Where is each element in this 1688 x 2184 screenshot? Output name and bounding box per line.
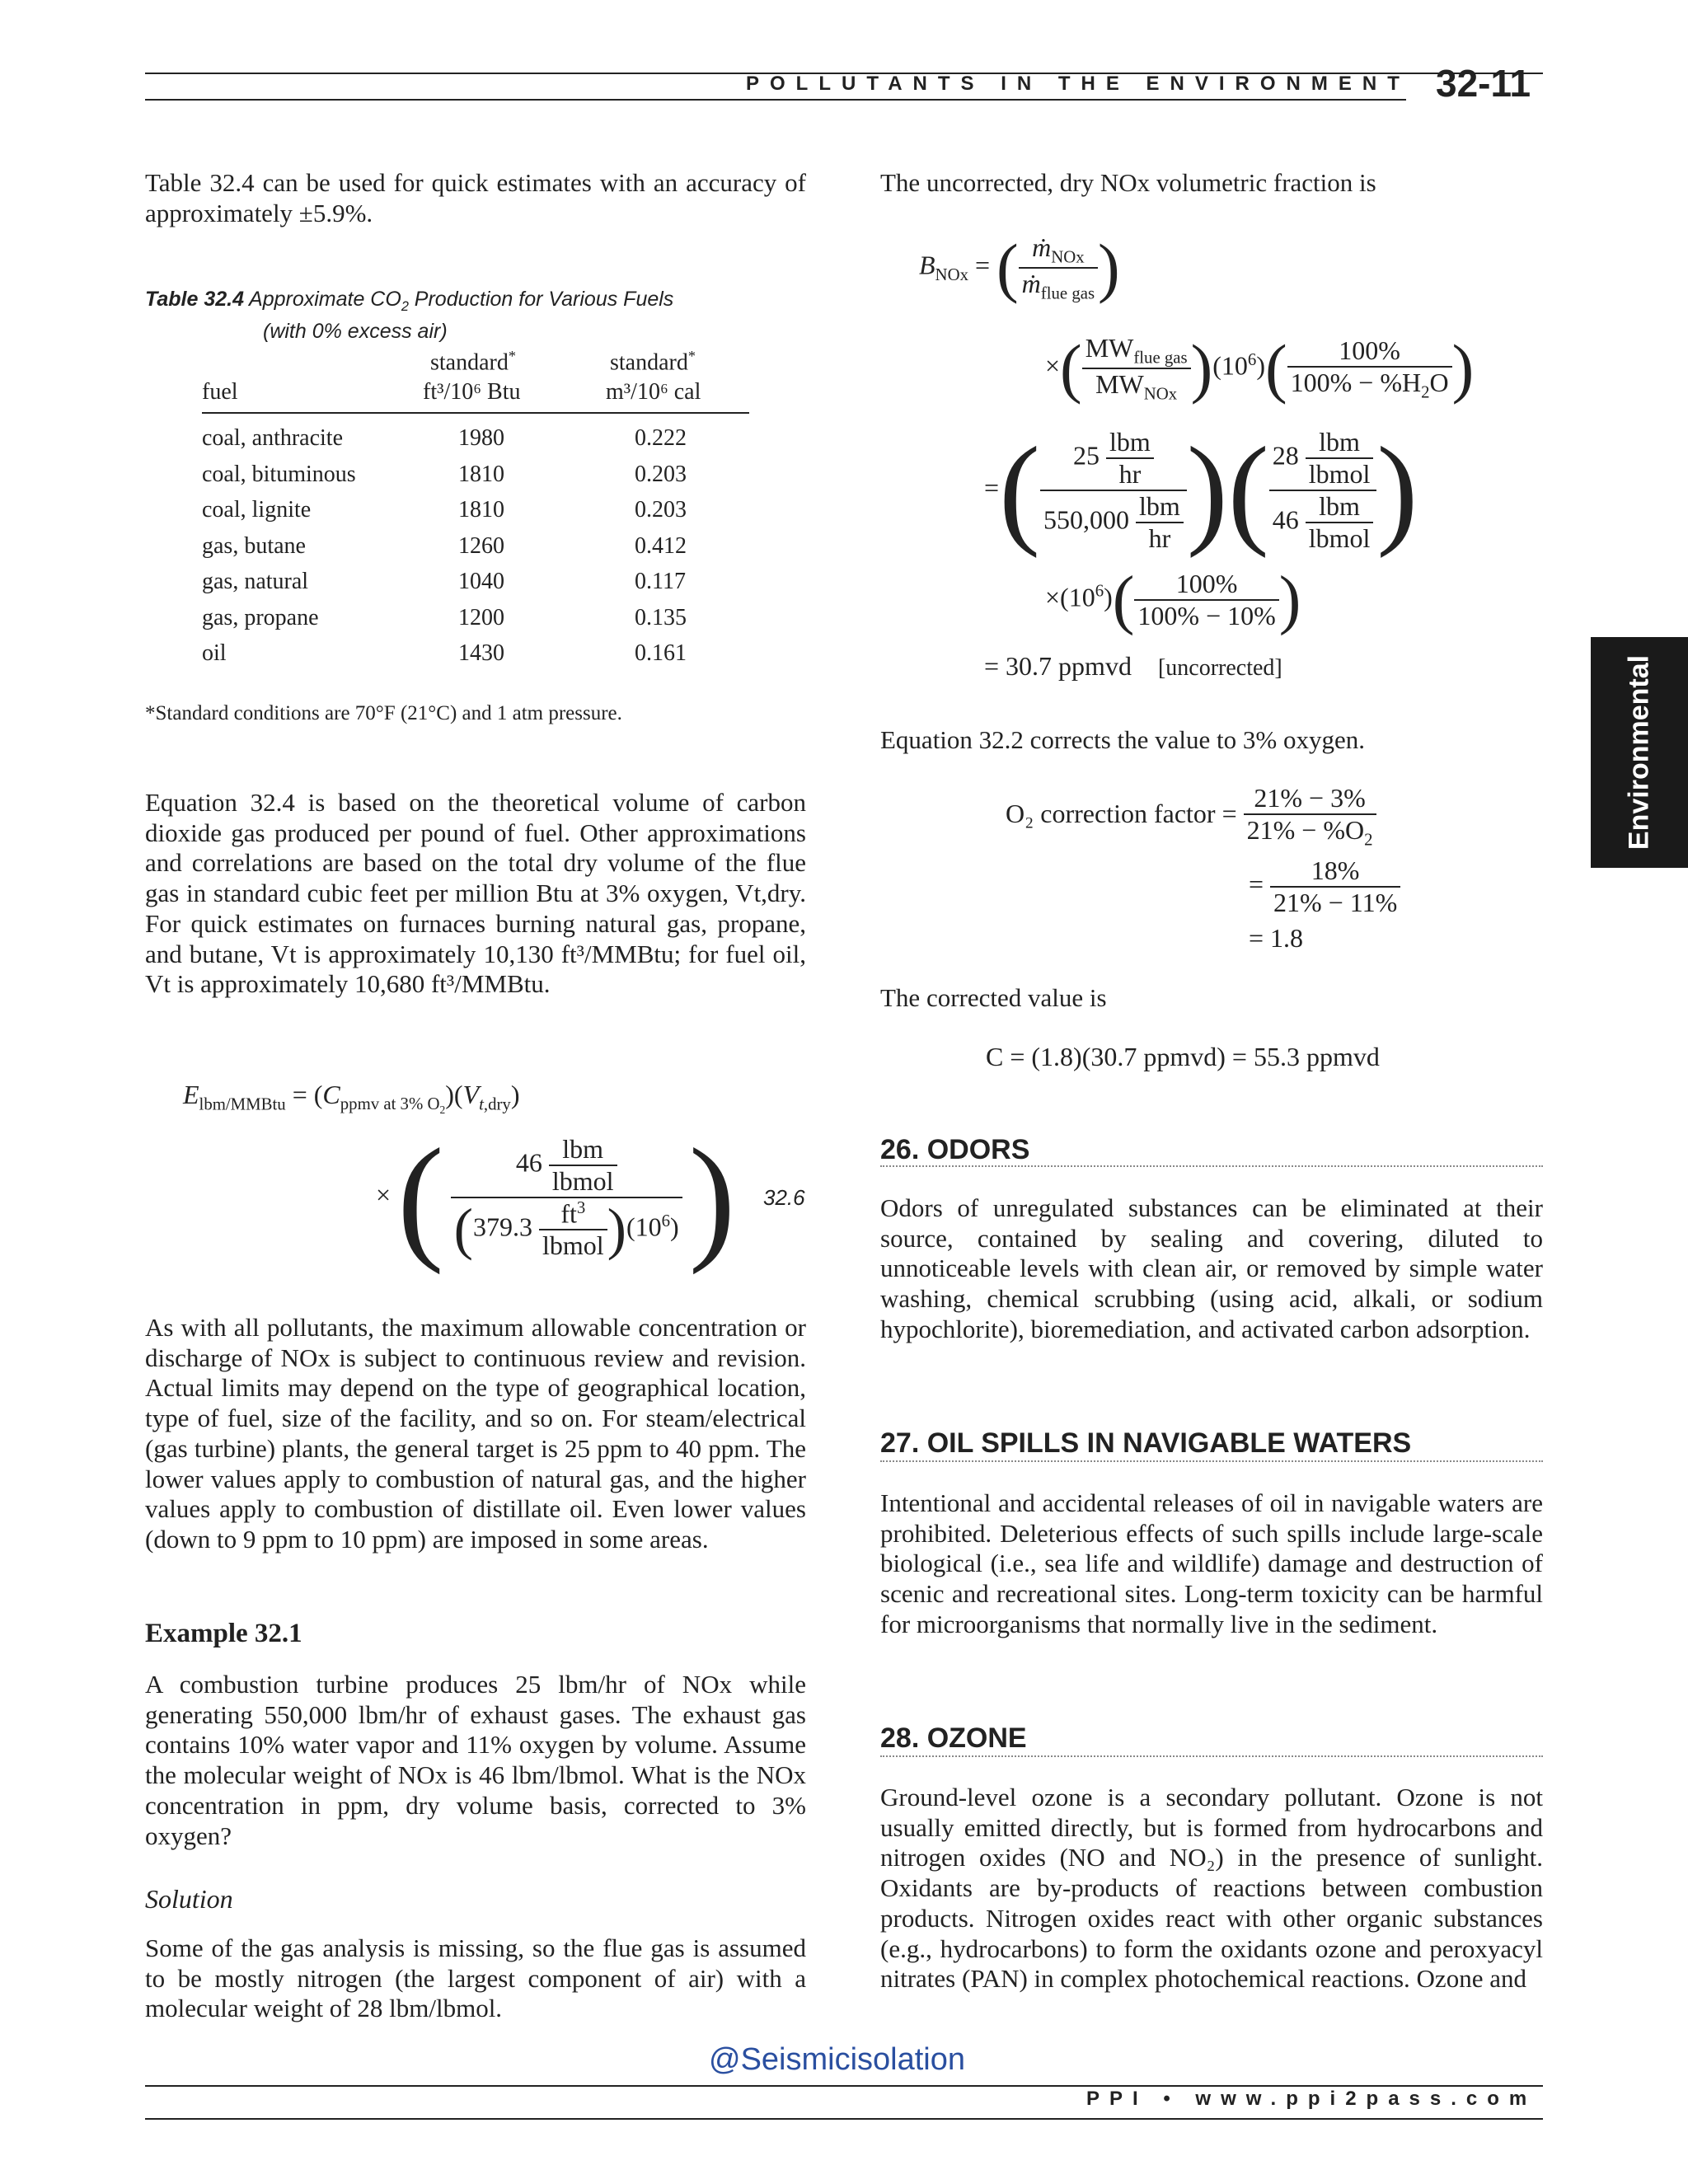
table-header-rule [202,412,749,414]
o2-correction-line1: O₂ correction factor = $\frac{21\% - 3\%}{21\% - \%O_2}$ [1006,783,1376,850]
table-caption-text: Approximate $CO_2$ Production for Various Fuels [249,288,674,314]
cell-m3: 0.117 [635,569,686,594]
cell-ft3: 1810 [458,462,504,487]
bnox-equation-line3: =( 25 $\frac{\text{lbm}}{hr}$ 550,000 $\frac{\text{lbm}}{hr}$ )( 28 $\frac{\text{lbm}}{\text{lbmol}}$ 46 $\frac{\text{lbm}}{\text{lbmol}}$ ) [984,422,1418,559]
cell-fuel: oil [202,640,227,666]
limits-paragraph: As with all pollutants, the maximum allowable concentration or discharge of NOx is subject to continuous review and revision. Actual limits may depend on the type of geographical location, type of fuel, size of the facility, and so on. For steam/electrical (gas turbine) plants, the general target is 25 ppm to 40 ppm. The lower values apply to combustion of natural gas, and the higher values apply to combustion of distillate oil. Even lower values (down to 9 ppm to 10 ppm) are imposed in some areas. [145,1313,806,1554]
section-26-text: Odors of unregulated substances can be eliminated at their source, contained by sealing and covering, diluted to unnoticeable levels with clean air, or removed by simple water washing, chemical scrubbing (using acid, alkali, or sodium hypochlorite), bioremediation, and activated carbon adsorption. [880,1193,1543,1343]
o2-correction-line2: = $\frac{18\%}{21\% - 11\%}$ [1249,855,1400,918]
o2-label: O₂ correction factor [1006,799,1216,829]
table-caption [145,287,806,344]
table-number: Table 32.4 [145,288,244,311]
publisher-line: PPI • www.ppi2pass.com [1086,2088,1537,2110]
section-27-text: Intentional and accidental releases of oil in navigable waters are prohibited. Deleterious effects of such spills include large-scale biological (i.e., sea life and wildlife) damage and destruction of scenic and recreational sites. Long-term toxicity can be harmful for microorganisms that normally live in the sediment. [880,1488,1543,1638]
example-text: A combustion turbine produces 25 lbm/hr of NOx while generating 550,000 lbm/hr of exhaust gases. The exhaust gas contains 10% water vapor and 11% oxygen by volume. Assume the molecular weight of NOx is 46 lbm/lbmol. What is the NOx concentration in ppm, dry volume basis, corrected to 3% oxygen? [145,1670,806,1850]
table-caption-text-2: (with 0% excess air) [263,320,448,343]
cell-m3: 0.161 [635,640,687,666]
col-header-ft-top: standard* [430,348,516,376]
intro-paragraph: Table 32.4 can be used for quick estimates with an accuracy of approximately ±5.9%. [145,168,806,227]
uncorrected-intro: The uncorrected, dry NOx volumetric fraction is [880,168,1376,197]
cell-m3: 0.203 [635,462,687,487]
uncorrected-value: = 30.7 ppmvd [984,651,1132,681]
section-28-rule [880,1755,1543,1757]
side-tab-label: Environmental [1623,654,1655,851]
running-title: POLLUTANTS IN THE ENVIRONMENT [746,73,1410,95]
equation-32-6-line2: × ( 46 $\frac{\text{lbm}}{\text{lbmol}}$ (379.3 $\frac{ft^3}{\text{lbmol}}$ )$(10^6)$ ) [376,1120,736,1275]
col-header-fuel: fuel [202,379,238,405]
col-header-ft-bottom: ft³/10⁶ Btu [423,379,521,405]
equation-paragraph: Equation 32.4 is based on the theoretical volume of carbon dioxide gas produced per pound of fuel. Other approximations and correlations are based on the total dry volume of the flue gas in standard cubic feet per million Btu at 3% oxygen, Vt,dry. For quick estimates on furnaces burning natural gas, propane, and butane, Vt is approximately 10,130 ft³/MMBtu; for fuel oil, Vt is approximately 10,680 ft³/MMBtu. [145,788,806,999]
section-27-heading: 27. OIL SPILLS IN NAVIGABLE WATERS [880,1427,1412,1459]
page-number: 32-11 [1436,62,1531,105]
o2-result: = 1.8 [1249,923,1304,953]
cell-ft3: 1980 [458,425,504,451]
cell-m3: 0.412 [635,533,687,559]
section-27-rule [880,1460,1543,1462]
equation-32-6-line1: $E_{lbm/MMBtu} = (C_{ppmv at 3\% O_2})(V_{t,dry})$ [183,1080,520,1117]
cell-ft3: 1200 [458,605,504,630]
example-title: Example 32.1 [145,1619,302,1648]
cell-ft3: 1040 [458,569,504,594]
cell-m3: 0.203 [635,497,687,523]
uncorrected-tag: [uncorrected] [1157,655,1282,681]
uncorrected-result [984,651,1282,682]
col-header-m-bottom: m³/10⁶ cal [606,379,701,405]
equation-number: 32.6 [763,1185,805,1210]
col-header-m-top: standard* [610,348,696,376]
table-footnote: *Standard conditions are 70°F (21°C) and 1 atm pressure. [145,702,622,724]
bnox-equation-line2: ×( $\frac{MW_{flue gas}}{MW_{NOx}}$ )$(10^6)$( $\frac{100\%}{100\% - \%H_2O}$ ) [1045,332,1475,405]
section-side-tab [1591,637,1688,868]
bnox-equation-line4: $\times(10^6)$( $\frac{100\%}{100\% - 10\%}$ ) [1045,564,1301,636]
cell-fuel: gas, butane [202,533,306,559]
cell-fuel: coal, anthracite [202,425,344,451]
solution-text: Some of the gas analysis is missing, so the flue gas is assumed to be mostly nitrogen (the largest component of air) with a molecular weight of 28 lbm/lbmol. [145,1933,806,2023]
section-26-rule [880,1165,1543,1167]
cell-fuel: gas, natural [202,569,309,594]
bnox-equation-line1: $B_{NOx}$ = ( $\frac{ṁ_{NOx}}{ṁ_{flue gas}}$ ) [919,232,1120,305]
cell-fuel: gas, propane [202,605,319,630]
corrected-equation: C = (1.8)(30.7 ppmvd) = 55.3 ppmvd [986,1042,1380,1071]
corrected-intro: The corrected value is [880,983,1107,1012]
section-26-heading: 26. ODORS [880,1134,1030,1165]
cell-ft3: 1260 [458,533,504,559]
cell-fuel: coal, lignite [202,497,312,523]
cell-ft3: 1810 [458,497,504,523]
footer-bottom-rule [145,2118,1543,2120]
correction-intro: Equation 32.2 corrects the value to 3% oxygen. [880,725,1365,754]
solution-title: Solution [145,1884,233,1914]
cell-m3: 0.135 [635,605,687,630]
footer-top-rule [145,2085,1543,2087]
section-28-heading: 28. OZONE [880,1722,1027,1754]
cell-fuel: coal, bituminous [202,462,356,487]
header-bottom-rule [145,99,1406,101]
section-28-text: Ground-level ozone is a secondary pollutant. Ozone is not usually emitted directly, but is formed from hydrocarbons and nitrogen oxides (NO and NO₂) in the presence of sunlight. Oxidants are by-products of reactions between combustion products. Nitrogen oxides react with other organic substances (e.g., hydrocarbons) to form the oxidants ozone and peroxyacyl nitrates (PAN) in complex photochemical reactions. Ozone and [880,1783,1543,1994]
watermark: @Seismicisolation [709,2042,966,2077]
cell-ft3: 1430 [458,640,504,666]
cell-m3: 0.222 [635,425,687,451]
